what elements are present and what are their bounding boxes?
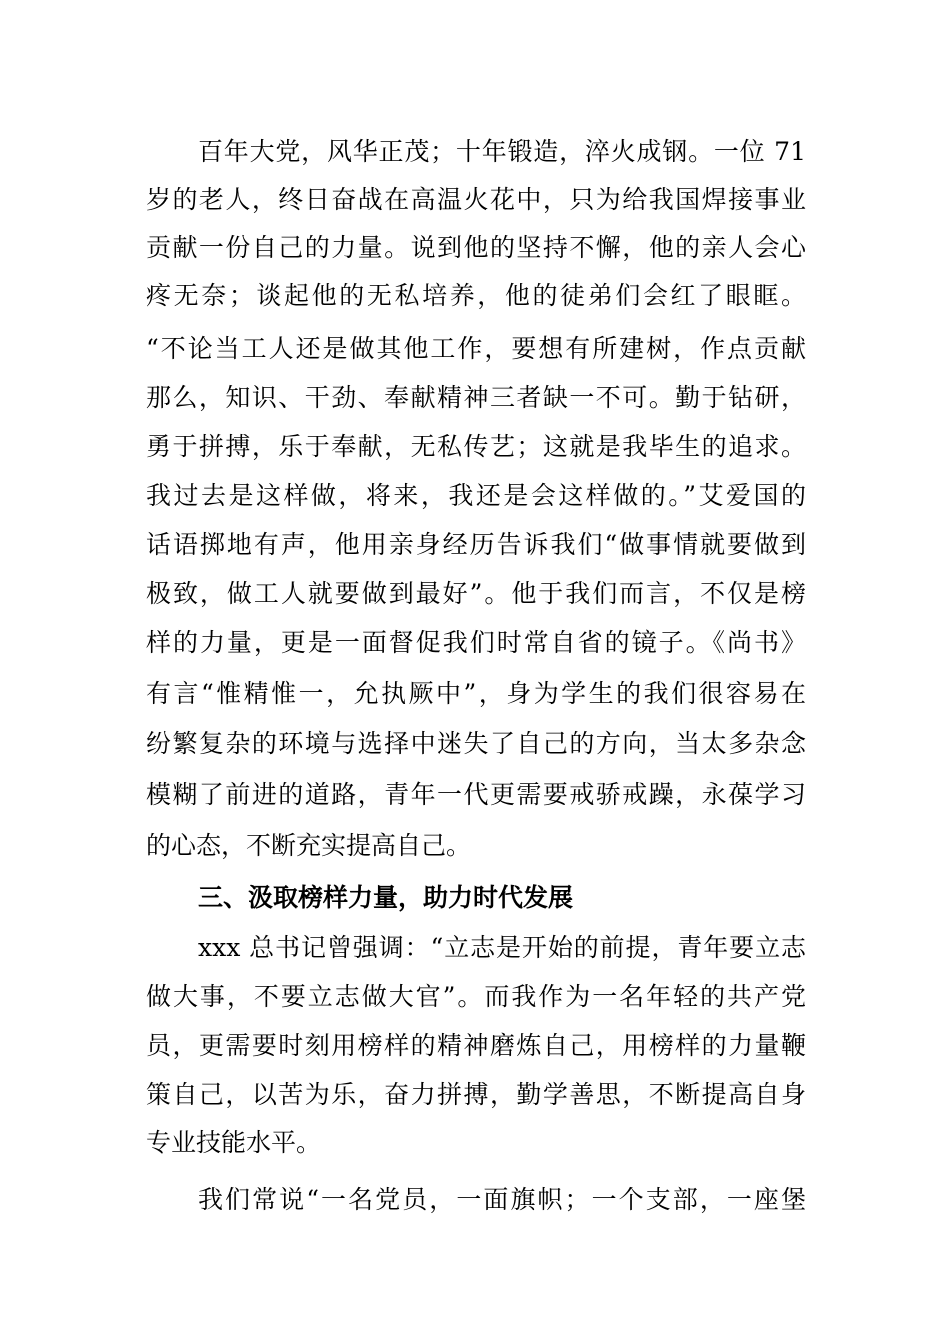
paragraph-1-line-4: 疼无奈；谈起他的无私培养，他的徒弟们会红了眼眶。 — [146, 281, 806, 310]
paragraph-2-line-1: xxx 总书记曾强调：“立志是开始的前提，青年要立志 — [198, 933, 806, 962]
paragraph-1-line-8: 我过去是这样做，将来，我还是会这样做的。”艾爱国的 — [146, 481, 806, 510]
paragraph-1-line-12: 有言“惟精惟一，允执厥中”，身为学生的我们很容易在 — [146, 679, 806, 708]
paragraph-1-line-7: 勇于拼搏，乐于奉献，无私传艺；这就是我毕生的追求。 — [146, 432, 806, 461]
paragraph-1-line-2: 岁的老人，终日奋战在高温火花中，只为给我国焊接事业 — [146, 185, 806, 214]
paragraph-1-line-6: 那么，知识、干劲、奉献精神三者缺一不可。勤于钻研， — [146, 383, 806, 412]
paragraph-1-line-13: 纷繁复杂的环境与选择中迷失了自己的方向，当太多杂念 — [146, 729, 806, 758]
paragraph-2-line-4: 策自己，以苦为乐，奋力拼搏，勤学善思，不断提高自身 — [146, 1080, 806, 1109]
paragraph-3-line-1: 我们常说“一名党员，一面旗帜；一个支部，一座堡 — [198, 1185, 806, 1214]
paragraph-1-line-11: 样的力量，更是一面督促我们时常自省的镜子。《尚书》 — [146, 628, 806, 657]
paragraph-1-line-3: 贡献一份自己的力量。说到他的坚持不懈，他的亲人会心 — [146, 233, 806, 262]
paragraph-1-line-14: 模糊了前进的道路，青年一代更需要戒骄戒躁，永葆学习 — [146, 780, 806, 809]
paragraph-2-line-3: 员，更需要时刻用榜样的精神磨炼自己，用榜样的力量鞭 — [146, 1031, 806, 1060]
paragraph-1-line-10: 极致，做工人就要做到最好”。他于我们而言，不仅是榜 — [146, 579, 806, 608]
section-heading: 三、汲取榜样力量，助力时代发展 — [198, 883, 574, 912]
paragraph-1-line-1: 百年大党，风华正茂；十年锻造，淬火成钢。一位 71 — [198, 137, 806, 166]
paragraph-1-line-5: “不论当工人还是做其他工作，要想有所建树，作点贡献 — [146, 334, 806, 363]
paragraph-2-line-5: 专业技能水平。 — [146, 1128, 322, 1157]
paragraph-2-line-2: 做大事，不要立志做大官”。而我作为一名年轻的共产党 — [146, 982, 806, 1011]
paragraph-1-line-9: 话语掷地有声，他用亲身经历告诉我们“做事情就要做到 — [146, 530, 806, 559]
paragraph-1-line-15: 的心态，不断充实提高自己。 — [146, 831, 472, 860]
